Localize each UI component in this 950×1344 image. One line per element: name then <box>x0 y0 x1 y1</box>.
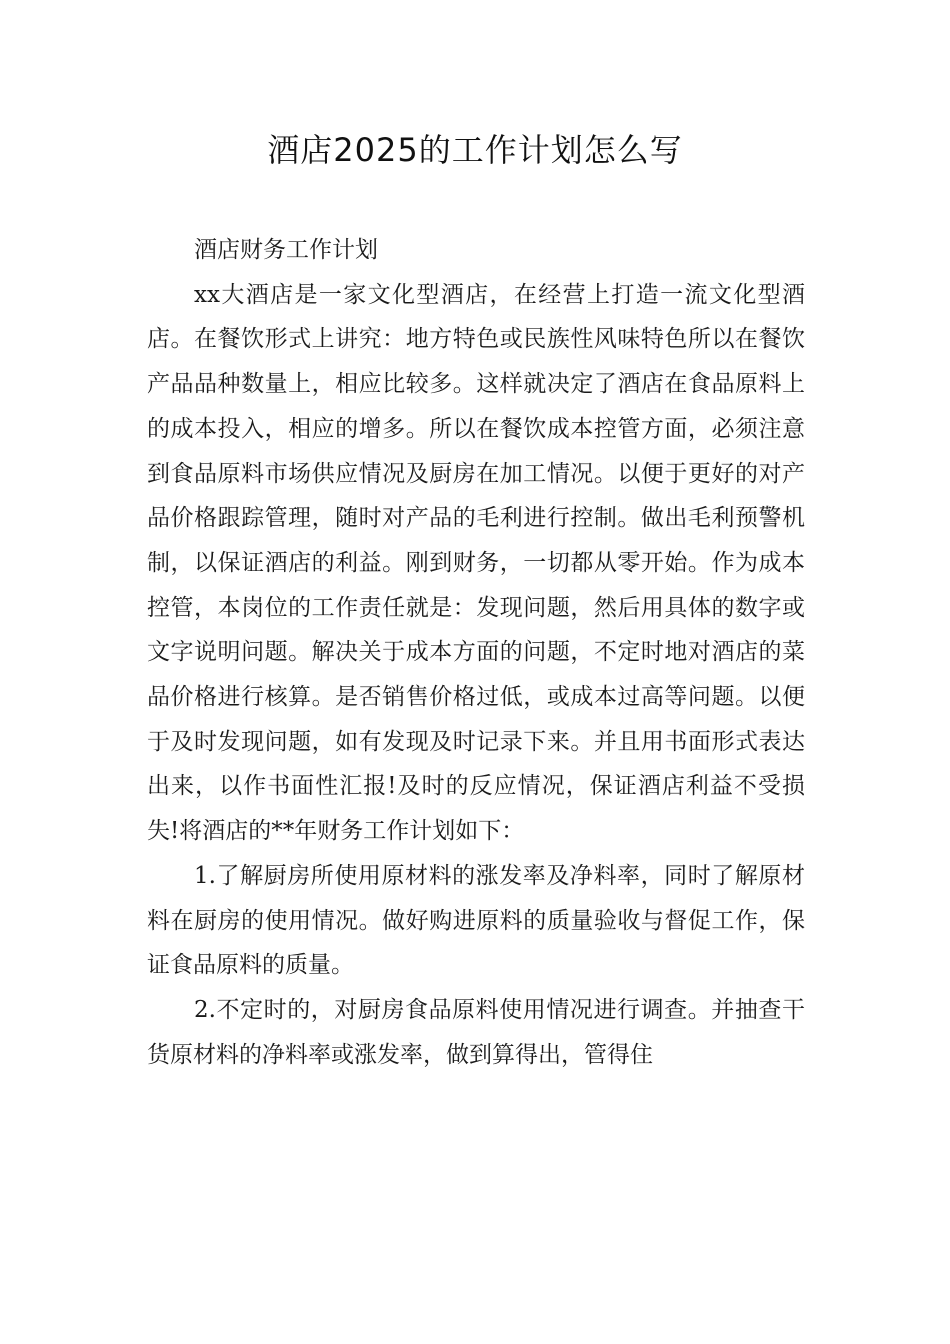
body-paragraph-item-1: 1.了解厨房所使用原材料的涨发率及净料率，同时了解原材料在厨房的使用情况。做好购进原料的质量验收与督促工作，保证食品原料的质量。 <box>147 862 805 979</box>
document-body <box>147 228 805 1077</box>
body-paragraph-intro: xx大酒店是一家文化型酒店，在经营上打造一流文化型酒店。在餐饮形式上讲究：地方特色或民族性风味特色所以在餐饮产品品种数量上，相应比较多。这样就决定了酒店在食品原料上的成本投入，相应的增多。所以在餐饮成本控管方面，必须注意到食品原料市场供应情况及厨房在加工情况。以便于更好的对产品价格跟踪管理，随时对产品的毛利进行控制。做出毛利预警机制，以保证酒店的利益。刚到财务，一切都从零开始。作为成本控管，本岗位的工作责任就是：发现问题，然后用具体的数字或文字说明问题。解决关于成本方面的问题，不定时地对酒店的菜品价格进行核算。是否销售价格过低，或成本过高等问题。以便于及时发现问题，如有发现及时记录下来。并且用书面形式表达出来，以作书面性汇报!及时的反应情况，保证酒店利益不受损失!将酒店的**年财务工作计划如下： <box>147 281 805 845</box>
body-paragraph-item-2: 2.不定时的，对厨房食品原料使用情况进行调查。并抽查干货原材料的净料率或涨发率，做到算得出，管得住 <box>147 996 805 1068</box>
section-heading: 酒店财务工作计划 <box>194 237 378 263</box>
document-title: 酒店2025的工作计划怎么写 <box>267 131 683 169</box>
